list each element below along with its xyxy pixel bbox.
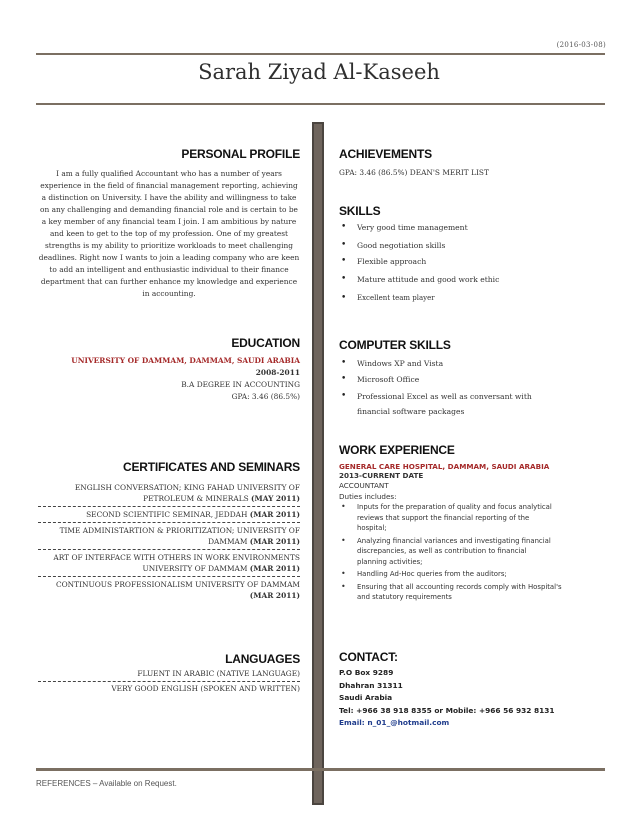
certificate-item: [38, 577, 300, 603]
certificates-heading: CERTIFICATES AND SEMINARS: [122, 460, 300, 474]
contact-country: Saudi Arabia: [339, 693, 393, 702]
skills-list: [339, 220, 599, 306]
certificate-text: ART OF INTERFACE WITH OTHERS IN WORK ENVIRONMENTS UNIVERSITY OF DAMMAM: [53, 553, 300, 573]
bottom-rule: [36, 768, 605, 771]
name-rule: [36, 103, 605, 105]
contact-block: [339, 667, 609, 730]
language-item: FLUENT IN ARABIC (NATIVE LANGUAGE): [38, 667, 300, 682]
skill-item: • Very good time management: [339, 220, 599, 235]
contact-phone: Tel: +966 38 918 8355 or Mobile: +966 56 932 8131: [339, 705, 555, 715]
languages-list: [38, 667, 300, 696]
duty-item: • Ensuring that all accounting records comply with Hospital's and statutory requirements: [339, 582, 567, 603]
contact-heading: CONTACT:: [339, 650, 398, 664]
top-rule: [36, 53, 605, 55]
computer-skills-heading: COMPUTER SKILLS: [339, 338, 451, 352]
work-title: ACCOUNTANT: [339, 481, 389, 490]
certificate-item: [38, 550, 300, 577]
skill-item: • Excellent team player: [339, 291, 599, 306]
work-duties-list: [339, 502, 599, 603]
computer-skill-item: • Microsoft Office: [339, 372, 599, 387]
certificate-text: ENGLISH CONVERSATION; KING FAHAD UNIVERSITY OF PETROLEUM & MINERALS: [74, 483, 300, 503]
education-heading: EDUCATION: [231, 336, 300, 350]
work-duties-label: Duties includes:: [339, 492, 397, 501]
computer-skills-list: [339, 356, 599, 419]
duty-item: • Inputs for the preparation of quality and focus analytical reviews that support the financial reporting of the hospital;: [339, 502, 557, 534]
personal-profile-heading: PERSONAL PROFILE: [181, 147, 300, 161]
computer-skill-item: • Professional Excel as well as conversant with financial software packages: [339, 389, 537, 419]
education-gpa: GPA: 3.46 (86.5%): [231, 392, 300, 401]
skill-item: • Good negotiation skills: [339, 238, 599, 253]
skill-item: • Mature attitude and good work ethic: [339, 272, 599, 287]
candidate-name: Sarah Ziyad Al-Kaseeh: [198, 60, 440, 84]
skill-item: • Flexible approach: [339, 254, 599, 269]
personal-profile-text: I am a fully qualified Accountant who has a number of years experience in the field of financial management reporting, achieving a distinction on University. I have the ability and willingness to take on any challenging and demanding financial role and is certain to be a key member of any financial team I join. I am ambitious by nature and keen to get to the top of my profession. One of my greatest strengths is my ability to prioritize workloads to meet challenging deadlines. Right now I wants to join a leading company who are keen to add an intelligent and enthusiastic individual to their finance department that can further enhance my knowledge and experience in accounting.: [38, 169, 300, 298]
duty-item: • Handling Ad-Hoc queries from the auditors;: [339, 569, 599, 580]
certificate-date: (MAR 2011): [249, 537, 300, 546]
center-divider: [312, 122, 324, 805]
work-experience-block: [339, 462, 599, 605]
work-experience-heading: WORK EXPERIENCE: [339, 443, 455, 457]
certificate-text: SECOND SCIENTIFIC SEMINAR, JEDDAH: [86, 510, 248, 519]
certificate-item: [38, 480, 300, 507]
contact-po-box: P.O Box 9289: [339, 668, 394, 677]
skills-heading: SKILLS: [339, 204, 381, 218]
certificate-text: TIME ADMINISTARTION & PRIORITIZATION; UNIVERSITY OF DAMMAM: [59, 526, 300, 546]
education-university: UNIVERSITY OF DAMMAM, DAMMAM, SAUDI ARABIA: [71, 356, 300, 365]
certificates-list: [38, 480, 300, 603]
work-company: GENERAL CARE HOSPITAL, DAMMAM, SAUDI ARABIA: [339, 462, 550, 471]
achievements-heading: ACHIEVEMENTS: [339, 147, 432, 161]
contact-email[interactable]: Email: n_01_@hotmail.com: [339, 718, 450, 727]
certificate-date: (MAR 2011): [249, 564, 300, 573]
education-block: [20, 355, 300, 403]
document-date: (2016-03-08): [556, 41, 606, 49]
duty-item: • Analyzing financial variances and investigating financial discrepancies, as well as contribution to financial planning activities;: [339, 536, 557, 568]
language-item: VERY GOOD ENGLISH (SPOKEN AND WRITTEN): [111, 684, 300, 693]
certificate-date: (MAR 2011): [249, 510, 300, 519]
references-note: REFERENCES – Available on Request.: [36, 779, 177, 788]
computer-skill-item: • Windows XP and Vista: [339, 356, 599, 371]
certificate-item: [38, 507, 300, 523]
work-dates: 2013-CURRENT DATE: [339, 471, 424, 480]
certificate-text: CONTINUOUS PROFESSIONALISM UNIVERSITY OF DAMMAM: [55, 580, 300, 589]
certificate-date: (MAY 2011): [251, 494, 300, 503]
education-years: 2008-2011: [255, 368, 300, 377]
education-degree: B.A DEGREE IN ACCOUNTING: [181, 380, 300, 389]
languages-heading: LANGUAGES: [225, 652, 300, 666]
contact-city: Dhahran 31311: [339, 680, 403, 690]
certificate-date: (MAR 2011): [249, 591, 300, 600]
achievements-text: GPA: 3.46 (86.5%) DEAN'S MERIT LIST: [339, 168, 489, 177]
certificate-item: [38, 523, 300, 550]
